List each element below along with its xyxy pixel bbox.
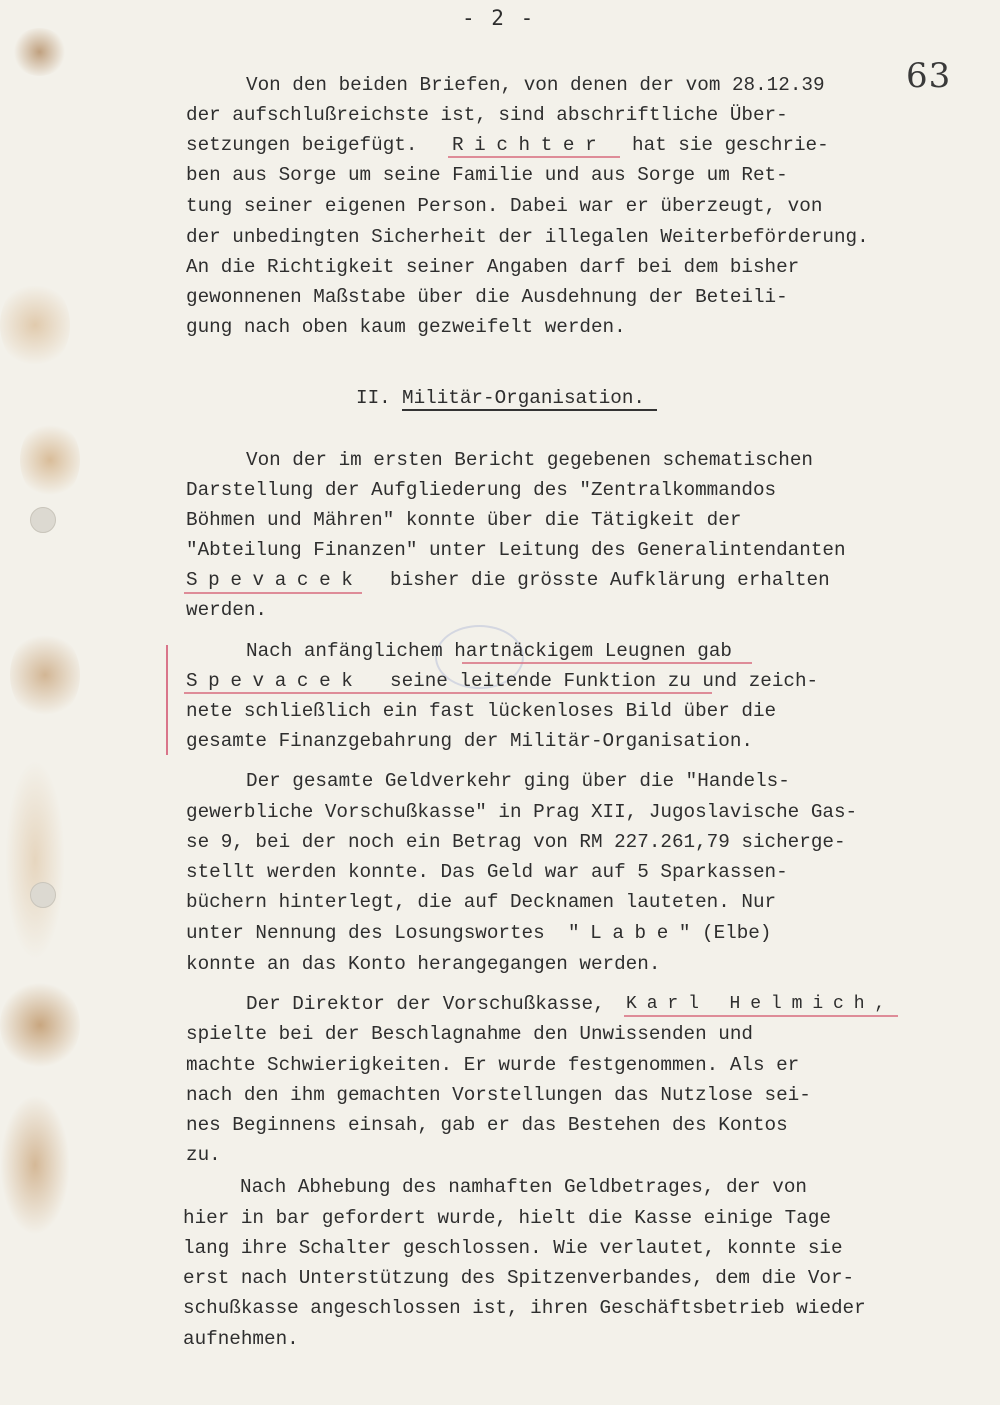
red-underline [184, 592, 362, 594]
name-spevacek: Spevacek [186, 670, 364, 692]
text-line: Der gesamte Geldverkehr ging über die "Handels- [246, 770, 790, 792]
text-line: se 9, bei der noch ein Betrag von RM 227.261,79 sicherge- [186, 831, 846, 853]
red-underline [448, 156, 620, 158]
text-line: gesamte Finanzgebahrung der Militär-Organisation. [186, 730, 753, 752]
text-line: schußkasse angeschlossen ist, ihren Geschäftsbetrieb wieder [183, 1297, 866, 1319]
text-line: Böhmen und Mähren" konnte über die Tätigkeit der [186, 509, 742, 531]
text-line: aufnehmen. [183, 1328, 299, 1350]
text-line: gung nach oben kaum gezweifelt werden. [186, 316, 626, 338]
name-spevacek: Spevacek [186, 569, 364, 591]
margin-mark [166, 645, 168, 755]
section-title: Militär-Organisation. [402, 387, 645, 409]
punch-hole [30, 507, 56, 533]
red-underline [184, 692, 712, 694]
age-stain [10, 630, 80, 720]
text-line: büchern hinterlegt, die auf Decknamen lauteten. Nur [186, 891, 777, 913]
text-line: hier in bar gefordert wurde, hielt die Kasse einige Tage [183, 1207, 831, 1229]
text-line: gewerbliche Vorschußkasse" in Prag XII, Jugoslavische Gas- [186, 801, 858, 823]
text-line: nach den ihm gemachten Vorstellungen das Nutzlose sei- [186, 1084, 811, 1106]
text-line: hat sie geschrie- [632, 134, 829, 156]
age-stain [5, 760, 65, 960]
text-line: gewonnenen Maßstabe über die Ausdehnung der Beteili- [186, 286, 788, 308]
age-stain [20, 420, 80, 500]
red-underline [462, 662, 752, 664]
text-line: Der Direktor der Vorschußkasse, [246, 993, 605, 1015]
text-line: unter Nennung des Losungswortes [186, 922, 545, 944]
name-karl-helmich: Karl Helmich, [626, 994, 896, 1014]
text-line: der unbedingten Sicherheit der illegalen Weiterbeförderung. [186, 226, 869, 248]
text-line: (Elbe) [702, 922, 772, 944]
folio-number: 63 [906, 56, 952, 96]
text-line: konnte an das Konto herangegangen werden. [186, 953, 661, 975]
text-line: machte Schwierigkeiten. Er wurde festgenommen. Als er [186, 1054, 800, 1076]
text-line: nete schließlich ein fast lückenloses Bild über die [186, 700, 777, 722]
text-line: bisher die grösste Aufklärung erhalten [390, 569, 830, 591]
age-stain [0, 1095, 70, 1235]
section-number: II. [356, 387, 391, 409]
age-stain [0, 280, 70, 370]
text-line: "Abteilung Finanzen" unter Leitung des Generalintendanten [186, 539, 846, 561]
text-line: stellt werden konnte. Das Geld war auf 5 Sparkassen- [186, 861, 788, 883]
age-stain [12, 28, 67, 76]
text-line: lang ihre Schalter geschlossen. Wie verlautet, konnte sie [183, 1237, 843, 1259]
text-line: erst nach Unterstützung des Spitzenverbandes, dem die Vor- [183, 1267, 855, 1289]
text-line: seine leitende Funktion zu und zeich- [390, 670, 819, 692]
punch-hole [30, 882, 56, 908]
section-title-underline [402, 409, 657, 411]
text-line: der aufschlußreichste ist, sind abschriftliche Über- [186, 104, 788, 126]
name-richter: Richter [452, 134, 608, 156]
text-line: zu. [186, 1144, 221, 1166]
text-line: Nach Abhebung des namhaften Geldbetrages, der von [240, 1176, 807, 1198]
text-line: setzungen beigefügt. [186, 134, 418, 156]
text-line: nes Beginnens einsah, gab er das Bestehen des Kontos [186, 1114, 788, 1136]
red-underline [624, 1015, 898, 1017]
text-line: tung seiner eigenen Person. Dabei war er überzeugt, von [186, 195, 823, 217]
age-stain [0, 980, 80, 1070]
page-number: - 2 - [462, 6, 536, 30]
text-line: Von den beiden Briefen, von denen der vom 28.12.39 [246, 74, 825, 96]
text-line: Nach anfänglichem hartnäckigem Leugnen gab [246, 640, 732, 662]
password-labe: "Labe" [568, 922, 702, 944]
text-line: werden. [186, 599, 267, 621]
text-line: spielte bei der Beschlagnahme den Unwissenden und [186, 1023, 753, 1045]
text-line: Darstellung der Aufgliederung des "Zentralkommandos [186, 479, 777, 501]
text-line: Von der im ersten Bericht gegebenen schematischen [246, 449, 813, 471]
text-line: ben aus Sorge um seine Familie und aus Sorge um Ret- [186, 164, 788, 186]
text-line: An die Richtigkeit seiner Angaben darf bei dem bisher [186, 256, 800, 278]
